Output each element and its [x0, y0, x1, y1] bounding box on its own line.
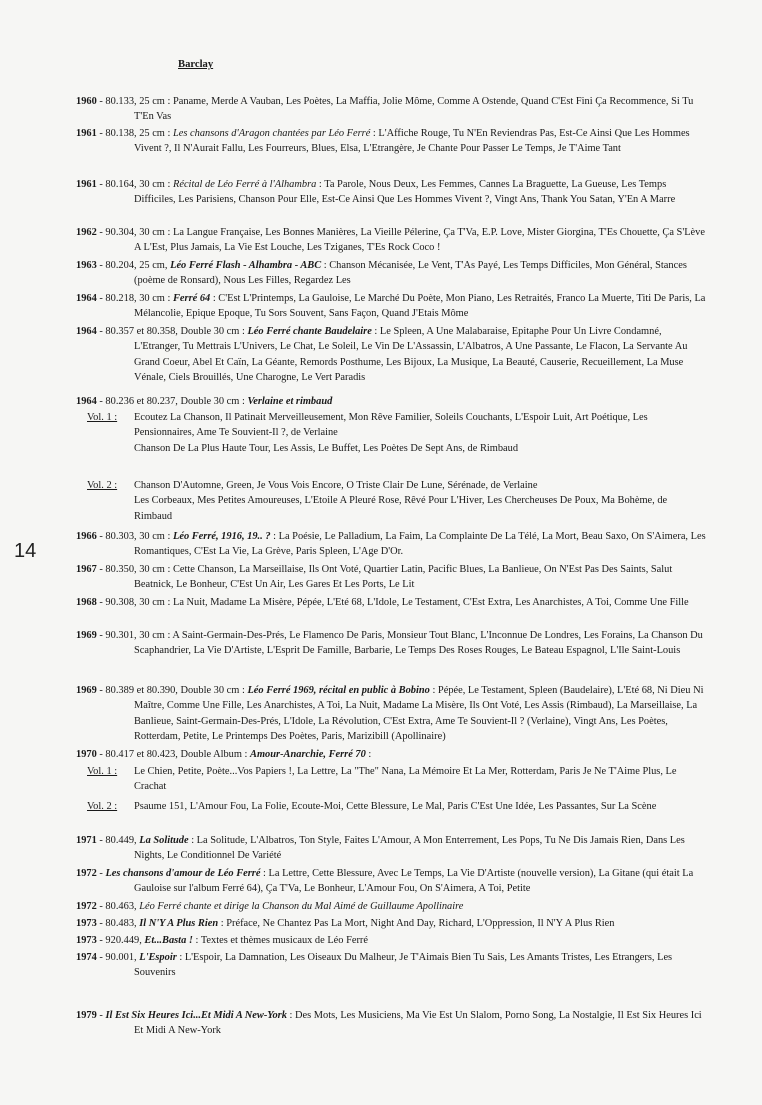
vol-verlaine-line: Ecoutez La Chanson, Il Patinait Merveilleusement, Mon Rêve Familier, Soleils Couchants, L'Espoir Luit, Art Poétique, Les Pensionnaires, Ame Te Souvient-Il ?, de Verlaine	[134, 412, 648, 439]
vol-label: Vol. 1 :	[87, 766, 118, 777]
entry-1966: 1966 - 80.303, 30 cm : Léo Ferré, 1916, 19.. ? : La Poésie, Le Palladium, La Faim, La Complainte De La Télé, La Mort, Beau Saxo, On S'Aimera, Les Romantiques, C'Est La Vie, La Grève, Paris Spleen, L'Age D'Or.	[76, 531, 706, 558]
entry-1964-verlaine: 1964 - 80.236 et 80.237, Double 30 cm : Verlaine et rimbaud	[76, 396, 333, 407]
entry-1964-baudelaire: 1964 - 80.357 et 80.358, Double 30 cm : Léo Ferré chante Baudelaire : Le Spleen, A Une Malabaraise, Epitaphe Pour Un Livre Condamné, L'Etranger, Tu Mettrais L'Univers, Le Chat, Le Soleil, Le Vin De L'Assassin, L'Albatros, A Une Passante, Le Flacon, La Servante Au Grand Coeur, Abel Et Caïn, La Géante, Remords Posthume, Les Bijoux, La Musique, La Beauté, Causerie, Recueillement, La Muse Vénale, Ciels Brouillés, Une Charogne, Le Vert Paradis	[76, 326, 688, 383]
entry-1969-bobino: 1969 - 80.389 et 80.390, Double 30 cm : Léo Ferré 1969, récital en public à Bobino : Pépée, Le Testament, Spleen (Baudelaire), L'Eté 68, Ni Dieu Ni Maître, Comme Une Fille, Les Anarchistes, A Toi, La Nuit, Madame La Misère, Ils Ont Voté, Les Assis (Rimbaud), La Marseillaise, La Banlieue, Saint-Germain-Des-Prés, L'Idole, La Révolution, C'Est Extra, Ame Te Souvient-Il ? (Verlaine), Vingt Ans, Les Poètes, Rotterdam, Petite, Le Printemps Des Poètes, Paris, Marizibill (Apollinaire)	[76, 685, 704, 742]
entry-1960: 1960 - 80.133, 25 cm : Paname, Merde A Vauban, Les Poètes, La Maffia, Jolie Môme, Comme A Ostende, Quand C'Est Fini Ça Recommence, Si Tu T'En Vas	[76, 96, 694, 123]
entry-1961-aragon: 1961 - 80.138, 25 cm : Les chansons d'Aragon chantées par Léo Ferré : L'Affiche Rouge, Tu N'En Reviendras Pas, Est-Ce Ainsi Que Les Hommes Vivent ?, Il N'Aurait Fallu, Les Fourreurs, Blues, Elsa, L'Etrangère, Je Chante Pour Passer Le Temps, Je T'Aime Tant	[76, 128, 690, 155]
vol-verlaine-line: Chanson D'Automne, Green, Je Vous Vois Encore, O Triste Clair De Lune, Sérénade, de Verlaine	[134, 480, 538, 491]
entry-1970: 1970 - 80.417 et 80.423, Double Album : Amour-Anarchie, Ferré 70 :	[76, 749, 372, 760]
verlaine-vol-1	[0, 410, 706, 456]
vol-rimbaud-line: Les Corbeaux, Mes Petites Amoureuses, L'Etoile A Pleuré Rose, Rêvé Pour L'Hiver, Les Chercheuses De Poux, Ma Bohème, de Rimbaud	[134, 495, 668, 522]
entry-1964-ferre64: 1964 - 80.218, 30 cm : Ferré 64 : C'Est L'Printemps, La Gauloise, Le Marché Du Poète, Mon Piano, Les Retraités, Franco La Muerte, Titi De Paris, La Mélancolie, Epique Epoque, Tu Sors Souvent, Sans Façon, Quand J'Etais Môme	[76, 293, 706, 320]
entry-1972-mal-aime: 1972 - 80.463, Léo Ferré chante et dirige la Chanson du Mal Aimé de Guillaume Apollinaire	[76, 901, 464, 912]
entry-1962: 1962 - 90.304, 30 cm : La Langue Française, Les Bonnes Manières, La Vieille Pélerine, Ça T'Va, E.P. Love, Mister Giorgina, T'Es Chouette, Ça S'Lève A L'Est, Plus Jamais, La Vie Est Louche, Les Tziganes, T'Es Rock Coco !	[76, 227, 705, 254]
entry-1969-saint-germain: 1969 - 90.301, 30 cm : A Saint-Germain-Des-Prés, Le Flamenco De Paris, Monsieur Tout Blanc, L'Inconnue De Londres, Les Forains, La Chanson Du Scaphandrier, La Vie D'Artiste, L'Esprit De Famille, Barbarie, Le Temps Des Roses Rouges, Le Bateau Espagnol, L'Ile Saint-Louis	[76, 630, 703, 657]
verlaine-vol-2	[0, 478, 706, 524]
vol-label: Vol. 2 :	[87, 480, 118, 491]
amour-vol-1	[0, 764, 706, 795]
entry-1971: 1971 - 80.449, La Solitude : La Solitude, L'Albatros, Ton Style, Faites L'Amour, A Mon Enterrement, Les Pops, Tu Ne Dis Jamais Rien, Dans Les Nights, Le Conditionnel De Variété	[76, 835, 685, 862]
entry-1961-alhambra: 1961 - 80.164, 30 cm : Récital de Léo Ferré à l'Alhambra : Ta Parole, Nous Deux, Les Femmes, Cannes La Braguette, La Gueuse, Les Temps Difficiles, Les Parisiens, Chanson Pour Elle, Est-Ce Ainsi Que Les Hommes Vivent ?, Vingt Ans, Thank You Satan, Y'En A Marre	[76, 179, 676, 206]
vol-label: Vol. 2 :	[87, 801, 118, 812]
vol-tracks: Le Chien, Petite, Poète...Vos Papiers !, La Lettre, La "The" Nana, La Mémoire Et La Mer, Rotterdam, Paris Je Ne T'Aime Plus, Le Crachat	[134, 766, 677, 793]
entry-1973-rien: 1973 - 80.483, Il N'Y A Plus Rien : Préface, Ne Chantez Pas La Mort, Night And Day, Richard, L'Oppression, Il N'Y A Plus Rien	[76, 918, 615, 929]
entry-1972-amour: 1972 - Les chansons d'amour de Léo Ferré : La Lettre, Cette Blessure, Avec Le Temps, La Vie D'Artiste (nouvelle version), La Gitane (qui était La Gauloise sur l'album Ferré 64), Ça T'Va, Le Bonheur, L'Amour Fou, On S'Aimera, A Toi, Petite	[76, 868, 694, 895]
entry-1979: 1979 - Il Est Six Heures Ici...Et Midi A New-York : Des Mots, Les Musiciens, Ma Vie Est Un Slalom, Porno Song, La Nostalgie, Il Est Six Heures Ici Et Midi A New-York	[76, 1010, 702, 1037]
entry-1968: 1968 - 90.308, 30 cm : La Nuit, Madame La Misère, Pépée, L'Eté 68, L'Idole, Le Testament, C'Est Extra, Les Anarchistes, A Toi, Comme Une Fille	[76, 597, 689, 608]
vol-tracks: Psaume 151, L'Amour Fou, La Folie, Ecoute-Moi, Cette Blessure, Le Mal, Paris C'Est Une Idée, Les Passantes, Sur La Scène	[134, 801, 657, 812]
vol-label: Vol. 1 :	[87, 412, 118, 423]
amour-vol-2	[0, 799, 706, 814]
vol-rimbaud-line: Chanson De La Plus Haute Tour, Les Assis, Le Buffet, Les Poètes De Sept Ans, de Rimbaud	[134, 442, 519, 454]
entry-1973-basta: 1973 - 920.449, Et...Basta ! : Textes et thèmes musicaux de Léo Ferré	[76, 935, 369, 946]
page-number: 14	[14, 540, 37, 562]
entry-1967: 1967 - 80.350, 30 cm : Cette Chanson, La Marseillaise, Ils Ont Voté, Quartier Latin, Pacific Blues, La Banlieue, On N'Est Pas Des Saints, Salut Beatnick, Le Bonheur, C'Est Un Air, Les Gares Et Les Ports, Le Lit	[76, 564, 673, 591]
label-heading: Barclay	[178, 59, 214, 70]
entry-1963: 1963 - 80.204, 25 cm, Léo Ferré Flash - Alhambra - ABC : Chanson Mécanisée, Le Vent, T'As Payé, Les Temps Difficiles, Mon Général, Stances (poème de Ronsard), Nous Les Filles, Regardez Les	[76, 260, 687, 287]
entry-1974: 1974 - 90.001, L'Espoir : L'Espoir, La Damnation, Les Oiseaux Du Malheur, Je T'Aimais Bien Tu Sais, Les Amants Tristes, Les Etrangers, Les Souvenirs	[76, 952, 673, 979]
